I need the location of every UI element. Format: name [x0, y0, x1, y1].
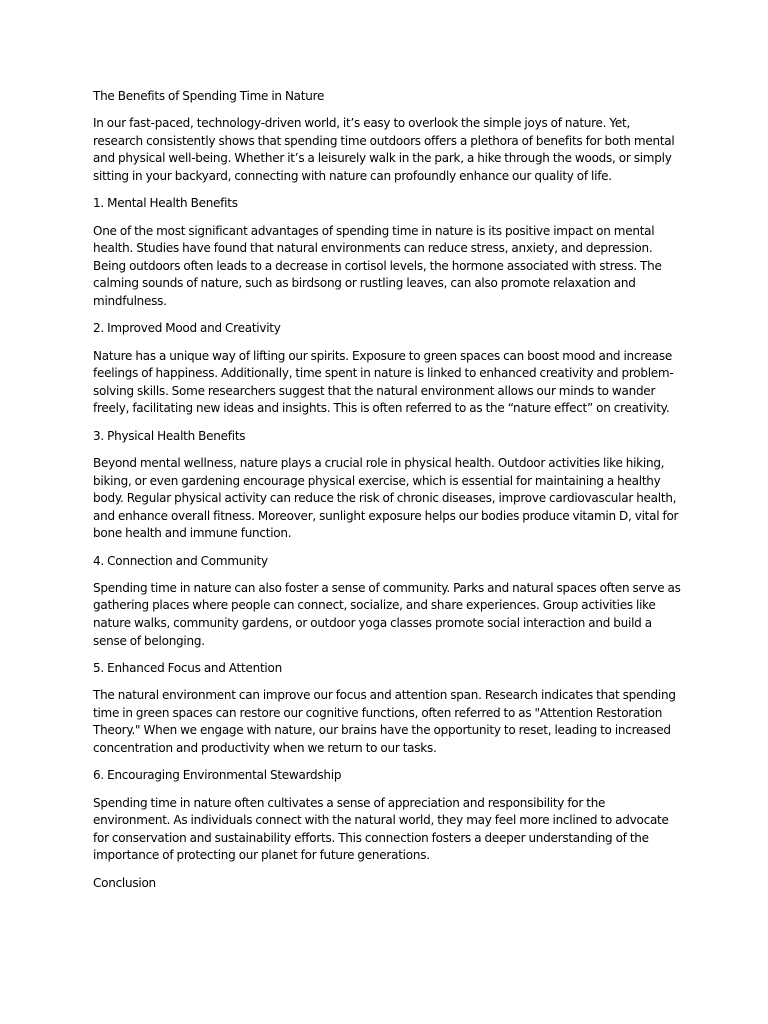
section-heading-mental-health: 1. Mental Health Benefits: [93, 196, 238, 211]
conclusion-heading: Conclusion: [93, 875, 156, 890]
section-heading-focus-attention: 5. Enhanced Focus and Attention: [93, 660, 282, 675]
section-body-mood-creativity: Nature has a unique way of lifting our spirits. Exposure to green spaces can boost mood and increase feelings of happiness. Additionally, time spent in nature is linked to enhanced creativity and problem-solving skills. Some researchers suggest that the natural environment allows our minds to wander freely, facilitating new ideas and insights. This is often referred to as the “nature effect” on creativity.: [93, 348, 674, 416]
intro-paragraph: In our fast-paced, technology-driven world, it’s easy to overlook the simple joys of nature. Yet, research consistently shows that spending time outdoors offers a plethora of benefits for both mental and physical well-being. Whether it’s a leisurely walk in the park, a hike through the woods, or simply sitting in your backyard, connecting with nature can profoundly enhance our quality of life.: [93, 116, 675, 184]
section-heading-community: 4. Connection and Community: [93, 553, 268, 568]
section-body-community: Spending time in nature can also foster a sense of community. Parks and natural spaces often serve as gathering places where people can connect, socialize, and share experiences. Group activities like nature walks, community gardens, or outdoor yoga classes promote social interaction and build a sense of belonging.: [93, 580, 681, 648]
document-title: The Benefits of Spending Time in Nature: [93, 89, 325, 103]
document-page: [93, 88, 683, 902]
section-heading-mood-creativity: 2. Improved Mood and Creativity: [93, 321, 281, 336]
section-body-physical-health: Beyond mental wellness, nature plays a crucial role in physical health. Outdoor activities like hiking, biking, or even gardening encourage physical exercise, which is essential for maintaining a healthy body. Regular physical activity can reduce the risk of chronic diseases, improve cardiovascular health, and enhance overall fitness. Moreover, sunlight exposure helps our bodies produce vitamin D, vital for bone health and immune function.: [93, 455, 679, 541]
section-body-mental-health: One of the most significant advantages of spending time in nature is its positive impact on mental health. Studies have found that natural environments can reduce stress, anxiety, and depression. Being outdoors often leads to a decrease in cortisol levels, the hormone associated with stress. The calming sounds of nature, such as birdsong or rustling leaves, can also promote relaxation and mindfulness.: [93, 223, 662, 308]
section-body-stewardship: Spending time in nature often cultivates a sense of appreciation and responsibility for the environment. As individuals connect with the natural world, they may feel more inclined to advocate for conservation and sustainability efforts. This connection fosters a deeper understanding of the importance of protecting our planet for future generations.: [93, 795, 669, 863]
section-body-focus-attention: The natural environment can improve our focus and attention span. Research indicates that spending time in green spaces can restore our cognitive functions, often referred to as "Attention Restoration Theory." When we engage with nature, our brains have the opportunity to reset, leading to increased concentration and productivity when we return to our tasks.: [93, 688, 676, 755]
section-heading-stewardship: 6. Encouraging Environmental Stewardship: [93, 768, 342, 783]
section-heading-physical-health: 3. Physical Health Benefits: [93, 428, 246, 443]
